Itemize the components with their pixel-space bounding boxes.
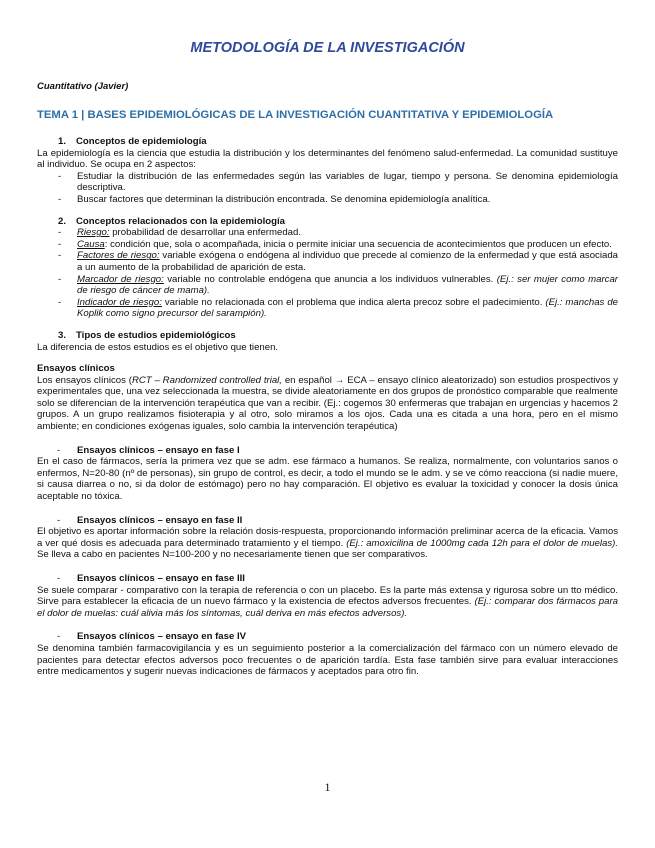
author-line: Cuantitativo (Javier) bbox=[37, 81, 129, 92]
term: Causa bbox=[77, 238, 105, 250]
example: (Ej.: comparar dos fármacos para el dolor de muelas: cuál alivia más los síntomas, cuál deriva en más efectos adversos). bbox=[37, 596, 618, 619]
section-2-list bbox=[37, 227, 618, 320]
fase-3-heading: - Ensayos clínicos – ensayo en fase III bbox=[57, 573, 245, 584]
fase-1-heading: - Ensayos clínicos – ensayo en fase I bbox=[57, 444, 240, 456]
document-title: METODOLOGÍA DE LA INVESTIGACIÓN bbox=[190, 40, 465, 56]
term: Riesgo: bbox=[77, 227, 110, 239]
document-body bbox=[37, 136, 618, 678]
fase-2-heading: - Ensayos clínicos – ensayo en fase II bbox=[57, 514, 243, 526]
ensayos-heading: Ensayos clínicos bbox=[37, 363, 115, 375]
example: (Ej.: manchas de Koplik como signo precursor del sarampión). bbox=[77, 296, 618, 320]
section-3-intro: La diferencia de estos estudios es el objetivo que tienen. bbox=[37, 341, 279, 353]
term: Factores de riesgo: bbox=[77, 250, 160, 262]
list-item: - Buscar factores que determinan la distribución encontrada. Se denomina epidemiología analítica. bbox=[37, 194, 618, 206]
section-3-heading: 3. Tipos de estudios epidemiológicos bbox=[58, 329, 236, 341]
fase-4-paragraph: Se denomina también farmacovigilancia y es un seguimiento posterior a la comercialización del fármaco con un número elevado de pacientes para detectar efectos adversos poco frecuentes o de aparición tardía. Esta fase también sirve para evaluar interacciones entre medicamentos y sugerir nuevas indicaciones de fármacos y aceptados para otro fin. bbox=[37, 642, 618, 678]
fase-3-paragraph: Se suele comparar - comparativo con la terapia de referencia o con un placebo. Es la parte más extensa y rigurosa sobre un tto médico. Sirve para establecer la eficacia de un nuevo fármaco y la existencia de efectos adversos frecuentes. (Ej.: comparar dos fármacos para el dolor de muelas: cuál alivia más los síntomas, cuál deriva en más efectos adversos). bbox=[37, 584, 618, 619]
list-item: - Estudiar la distribución de las enfermedades según las variables de lugar, tiempo y persona. Se denomina epidemiología descriptiva. bbox=[37, 171, 618, 194]
term: Marcador de riesgo: bbox=[77, 273, 164, 285]
ensayos-paragraph: Los ensayos clínicos (RCT – Randomized controlled trial, en español → ECA – ensayo clínico aleatorizado) son estudios prospectivos y experimentales que, una vez seleccionada la muestra, se divide aleatoriamente en dos grupos de pronóstico comparable que realmente solo se diferencian de la intervención terapéutica que van a recibir. (Ej.: cogemos 30 enfermeras que trabajan en urgencias y hacemos 2 grupos. A un grupo realizamos fisioterapia y al otro, solo miramos a los ojos. Cada una es citada a una hora, pero en el mismo ambiente; en condiciones exógenas iguales, solo cambia la intervención terapéutica) bbox=[37, 374, 618, 433]
list-item: - Marcador de riesgo: variable no controlable endógena que anuncia a los individuos vulnerables. (Ej.: ser mujer como marcar de riesgo de cáncer de mama). bbox=[37, 274, 618, 297]
tema-heading: TEMA 1 | BASES EPIDEMIOLÓGICAS DE LA INVESTIGACIÓN CUANTITATIVA Y EPIDEMIOLOGÍA bbox=[37, 109, 554, 121]
term: Indicador de riesgo: bbox=[77, 296, 162, 308]
page-number: 1 bbox=[324, 780, 331, 794]
section-1-list bbox=[37, 171, 618, 206]
section-2-heading: 2. Conceptos relacionados con la epidemiología bbox=[58, 215, 285, 227]
fase-4-heading: - Ensayos clínicos – ensayo en fase IV bbox=[57, 631, 247, 643]
example: (Ej.: amoxicilina de 1000mg cada 12h para el dolor de muelas). bbox=[346, 537, 618, 549]
section-1-intro: La epidemiología es la ciencia que estudia la distribución y los determinantes del fenómeno salud-enfermedad. La comunidad sustituye al individuo. Se ocupa en 2 aspectos: bbox=[37, 147, 618, 171]
list-item: - Indicador de riesgo: variable no relacionada con el problema que indica alerta precoz sobre el padecimiento. (Ej.: manchas de Koplik como signo precursor del sarampión). bbox=[37, 297, 618, 320]
section-1-heading: 1. Conceptos de epidemiología bbox=[58, 136, 207, 147]
example: (Ej.: ser mujer como marcar de riesgo de cáncer de mama). bbox=[77, 273, 618, 297]
fase-1-paragraph: En el caso de fármacos, sería la primera vez que se adm. ese fármaco a humanos. Se realiza, normalmente, con voluntarios sanos o enfermos, N=20-80 (nº de personas), sin grupo de control, es decir, a todo el mundo se le adm. y se ve cómo reacciona (si nadie muere, si causa diarrea o no, si da dolor de estómago) pero no hay comparación. El objetivo es evaluar la toxicidad y conocer la dosis única aceptable no tóxica. bbox=[37, 456, 618, 503]
list-item: - Factores de riesgo: variable exógena o endógena al individuo que precede al comienzo de la enfermedad y que está asociada a un aumento de la probabilidad de aparición de esta. bbox=[37, 250, 618, 273]
fase-2-paragraph: El objetivo es aportar información sobre la relación dosis-respuesta, proporcionando información preliminar acerca de la eficacia. Vamos a ver qué dosis es adecuada para determinado tratamiento y el tiempo. (Ej.: amoxicilina de 1000mg cada 12h para el dolor de muelas). Se lleva a cabo en pacientes N=100-200 y no necesariamente tienen que ser comparativos. bbox=[37, 526, 618, 561]
list-item: - Causa: condición que, sola o acompañada, inicia o permite iniciar una secuencia de acontecimientos que producen un efecto. bbox=[37, 239, 618, 251]
list-item: - Riesgo: probabilidad de desarrollar una enfermedad. bbox=[37, 227, 618, 239]
